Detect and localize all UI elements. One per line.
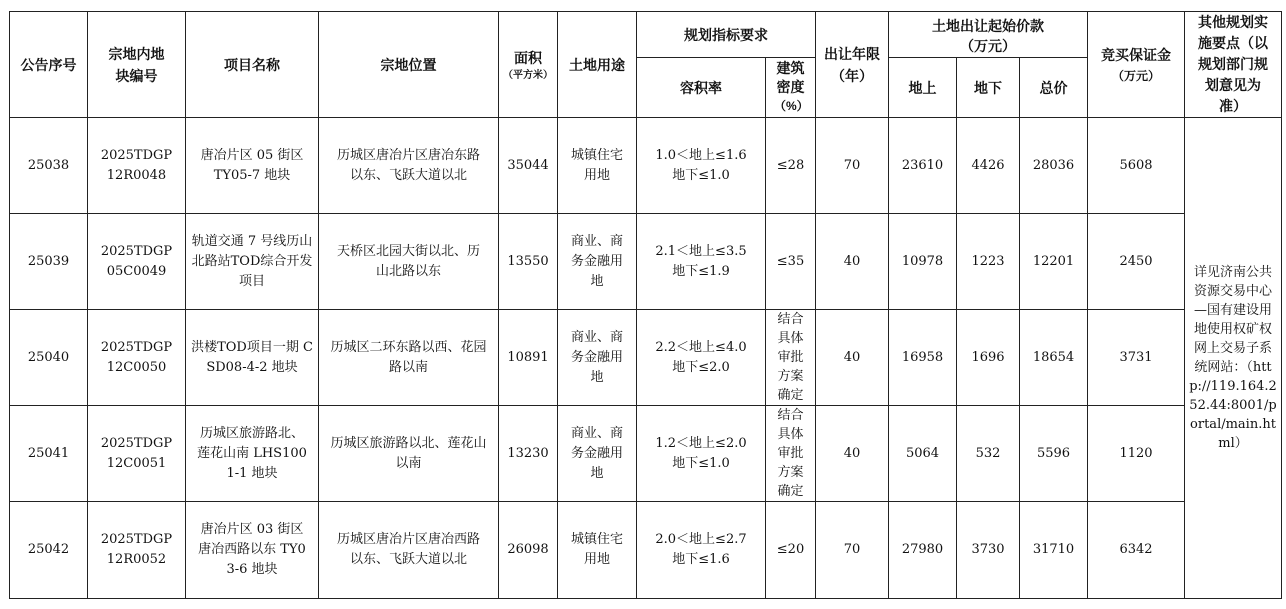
header-term [816,12,889,118]
cell-price-total: 12201 [1020,214,1088,310]
cell-far [637,406,766,502]
table-row [10,502,1282,599]
cell-location: 历城区唐冶片区唐冶西路以东、飞跃大道以北 [319,502,499,599]
header-far: 容积率 [637,58,766,118]
cell-parcel-no: 2025TDGP12R0052 [88,502,186,599]
cell-parcel-no: 2025TDGP12C0051 [88,406,186,502]
header-other: 其他规划实施要点（以规划部门规划意见为准） [1185,12,1282,118]
cell-deposit: 6342 [1088,502,1185,599]
cell-project-name: 唐冶片区 03 街区唐冶西路以东 TY03-6 地块 [186,502,319,599]
cell-location: 历城区旅游路以北、莲花山以南 [319,406,499,502]
cell-density: ≤20 [766,502,816,599]
header-row-1 [10,12,1282,58]
cell-project-name: 洪楼TOD项目一期 CSD08-4-2 地块 [186,310,319,406]
cell-price-below: 1223 [957,214,1020,310]
cell-area: 10891 [499,310,558,406]
cell-far [637,118,766,214]
cell-deposit: 2450 [1088,214,1185,310]
cell-far-above: 1.0＜地上≤1.6 [655,147,747,163]
cell-far [637,502,766,599]
cell-price-total: 5596 [1020,406,1088,502]
cell-term: 70 [816,502,889,599]
cell-land-use: 商业、商务金融用地 [558,406,637,502]
header-notice-no: 公告序号 [10,12,88,118]
table-row [10,406,1282,502]
cell-far [637,214,766,310]
cell-land-use: 商业、商务金融用地 [558,214,637,310]
cell-far-above: 2.1＜地上≤3.5 [655,243,747,259]
cell-far-below: 地下≤2.0 [672,359,730,375]
cell-parcel-no: 2025TDGP05C0049 [88,214,186,310]
header-price [889,12,1088,58]
cell-deposit: 3731 [1088,310,1185,406]
header-total: 总价 [1020,58,1088,118]
header-location: 宗地位置 [319,12,499,118]
cell-notice-no: 25039 [10,214,88,310]
cell-far-above: 1.2＜地上≤2.0 [655,435,747,451]
header-planning: 规划指标要求 [637,12,816,58]
cell-price-total: 28036 [1020,118,1088,214]
header-below: 地下 [957,58,1020,118]
cell-area: 35044 [499,118,558,214]
cell-price-above: 10978 [889,214,957,310]
cell-other-notes: 详见济南公共资源交易中心—国有建设用地使用权矿权网上交易子系统网站：（http://119.164.252.44:8001/portal/main.html） [1185,118,1282,599]
cell-project-name: 轨道交通 7 号线历山北路站TOD综合开发项目 [186,214,319,310]
cell-density: 结合具体审批方案确定 [766,406,816,502]
cell-density: ≤35 [766,214,816,310]
cell-location: 历城区唐冶片区唐冶东路以东、飞跃大道以北 [319,118,499,214]
header-project-name: 项目名称 [186,12,319,118]
cell-far-below: 地下≤1.0 [672,455,730,471]
cell-deposit: 1120 [1088,406,1185,502]
cell-notice-no: 25042 [10,502,88,599]
cell-area: 13230 [499,406,558,502]
cell-term: 40 [816,406,889,502]
cell-area: 13550 [499,214,558,310]
cell-far-above: 2.2＜地上≤4.0 [655,339,747,355]
header-deposit-label: 竞买保证金 [1101,46,1171,63]
header-area [499,12,558,118]
cell-notice-no: 25038 [10,118,88,214]
cell-far [637,310,766,406]
cell-density: ≤28 [766,118,816,214]
cell-term: 40 [816,214,889,310]
land-auction-table-wrapper [9,11,1282,599]
cell-far-below: 地下≤1.9 [672,263,730,279]
cell-deposit: 5608 [1088,118,1185,214]
cell-price-above: 5064 [889,406,957,502]
cell-price-below: 3730 [957,502,1020,599]
cell-far-above: 2.0＜地上≤2.7 [655,532,747,547]
cell-area: 26098 [499,502,558,599]
header-term-unit: （年） [831,67,873,84]
cell-parcel-no: 2025TDGP12R0048 [88,118,186,214]
header-deposit-unit: （万元） [1111,68,1160,83]
cell-far-below: 地下≤1.0 [672,167,730,183]
header-term-label: 出让年限 [824,45,880,62]
cell-land-use: 城镇住宅用地 [558,118,637,214]
table-row [10,214,1282,310]
header-density-unit: （%） [774,99,809,113]
cell-location: 天桥区北园大街以北、历山北路以东 [319,214,499,310]
cell-notice-no: 25041 [10,406,88,502]
header-above: 地上 [889,58,957,118]
cell-parcel-no: 2025TDGP12C0050 [88,310,186,406]
header-area-unit: （平方米） [503,69,553,81]
cell-price-total: 31710 [1020,502,1088,599]
header-area-label: 面积 [514,49,542,66]
header-price-unit: （万元） [960,37,1016,54]
cell-project-name: 唐冶片区 05 街区 TY05-7 地块 [186,118,319,214]
cell-price-below: 1696 [957,310,1020,406]
cell-price-above: 27980 [889,502,957,599]
cell-project-name: 历城区旅游路北、莲花山南 LHS1001-1 地块 [186,406,319,502]
table-row [10,118,1282,214]
header-price-label: 土地出让起始价款 [932,17,1044,34]
cell-price-below: 4426 [957,118,1020,214]
cell-term: 40 [816,310,889,406]
cell-term: 70 [816,118,889,214]
table-row [10,310,1282,406]
cell-far-below: 地下≤1.6 [672,552,730,567]
cell-density: 结合具体审批方案确定 [766,310,816,406]
cell-location: 历城区二环东路以西、花园路以南 [319,310,499,406]
header-deposit [1088,12,1185,118]
cell-notice-no: 25040 [10,310,88,406]
land-auction-table [9,11,1282,599]
header-density [766,58,816,118]
header-density-label: 建筑密度 [776,60,805,95]
cell-price-above: 23610 [889,118,957,214]
cell-price-below: 532 [957,406,1020,502]
cell-price-above: 16958 [889,310,957,406]
cell-land-use: 城镇住宅用地 [558,502,637,599]
header-land-use: 土地用途 [558,12,637,118]
cell-land-use: 商业、商务金融用地 [558,310,637,406]
cell-price-total: 18654 [1020,310,1088,406]
header-parcel-no: 宗地内地块编号 [88,12,186,118]
